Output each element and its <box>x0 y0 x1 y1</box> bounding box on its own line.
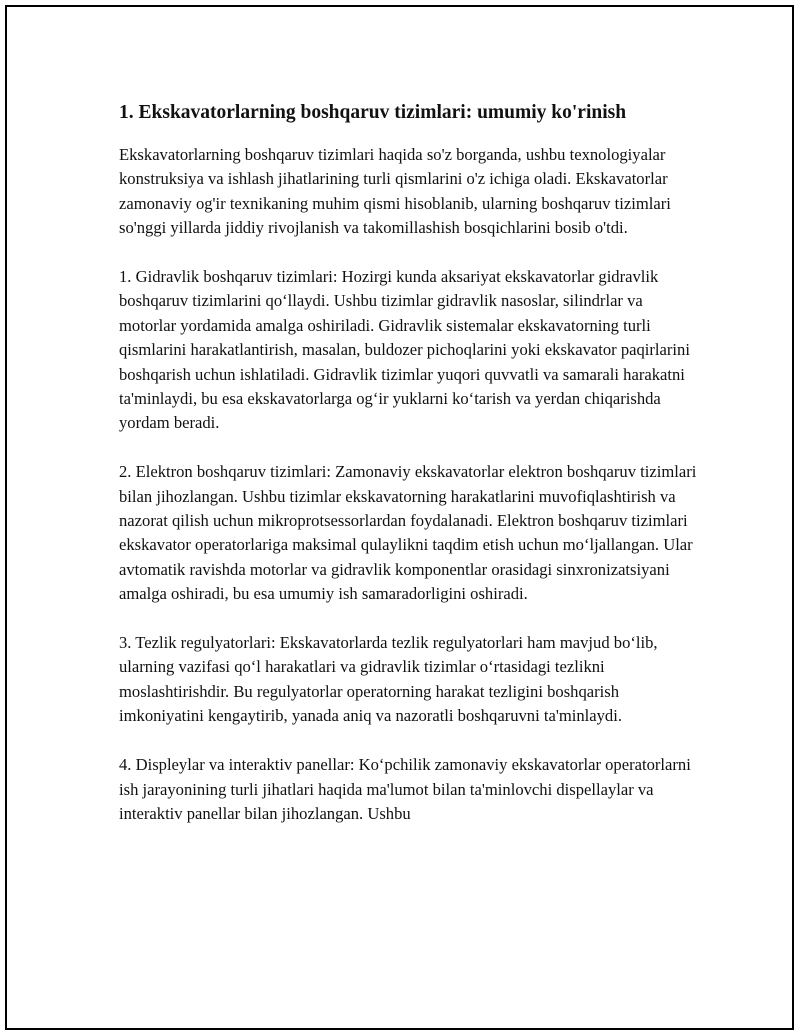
document-body <box>119 99 699 851</box>
hydraulic-systems-paragraph: 1. Gidravlik boshqaruv tizimlari: Hozirgi kunda aksariyat ekskavatorlar gidravlik boshqaruv tizimlarini qo‘llaydi. Ushbu tizimlar gidravlik nasoslar, silindrlar va motorlar yordamida amalga oshiriladi. Gidravlik sistemalar ekskavatorning turli qismlarini harakatlantirish, masalan, buldozer pichoqlarini yoki ekskavator paqirlarini boshqarish uchun ishlatiladi. Gidravlik tizimlar yuqori quvvatli va samarali harakatni ta'minlaydi, bu esa ekskavatorlarga og‘ir yuklarni ko‘tarish va yerdan chiqarishda yordam beradi. <box>119 267 690 433</box>
document-page <box>5 5 794 1030</box>
electronic-systems-paragraph: 2. Elektron boshqaruv tizimlari: Zamonaviy ekskavatorlar elektron boshqaruv tizimlari bilan jihozlangan. Ushbu tizimlar ekskavatorning harakatlarini muvofiqlashtirish va nazorat qilish uchun mikroprotsessorlardan foydalanadi. Elektron boshqaruv tizimlari ekskavator operatorlariga maksimal qulaylikni taqdim etish uchun mo‘ljallangan. Ular avtomatik ravishda motorlar va gidravlik komponentlar orasidagi sinxronizatsiyani amalga oshiradi, bu esa umumiy ish samaradorligini oshiradi. <box>119 462 697 604</box>
intro-paragraph: Ekskavatorlarning boshqaruv tizimlari haqida so'z borganda, ushbu texnologiyalar konstruksiya va ishlash jihatlarining turli qismlarini o'z ichiga oladi. Ekskavatorlar zamonaviy og'ir texnikaning muhim qismi hisoblanib, ularning boshqaruv tizimlari so'nggi yillarda jiddiy rivojlanish va takomillashish bosqichlarini bosib o'tdi. <box>119 145 671 238</box>
document-title: 1. Ekskavatorlarning boshqaruv tizimlari: umumiy ko'rinish <box>119 102 627 123</box>
displays-panels-paragraph: 4. Displeylar va interaktiv panellar: Ko‘pchilik zamonaviy ekskavatorlar operatorlarni ish jarayonining turli jihatlari haqida ma'lumot bilan ta'minlovchi dispellaylar va interaktiv panellar bilan jihozlangan. Ushbu <box>119 755 691 823</box>
speed-regulators-paragraph: 3. Tezlik regulyatorlari: Ekskavatorlarda tezlik regulyatorlari ham mavjud bo‘lib, ularning vazifasi qo‘l harakatlari va gidravlik tizimlar o‘rtasidagi tezlikni moslashtirishdir. Bu regulyatorlar operatorning harakat tezligini boshqarish imkoniyatini kengaytirib, yanada aniq va nazoratli boshqaruvni ta'minlaydi. <box>119 633 658 726</box>
